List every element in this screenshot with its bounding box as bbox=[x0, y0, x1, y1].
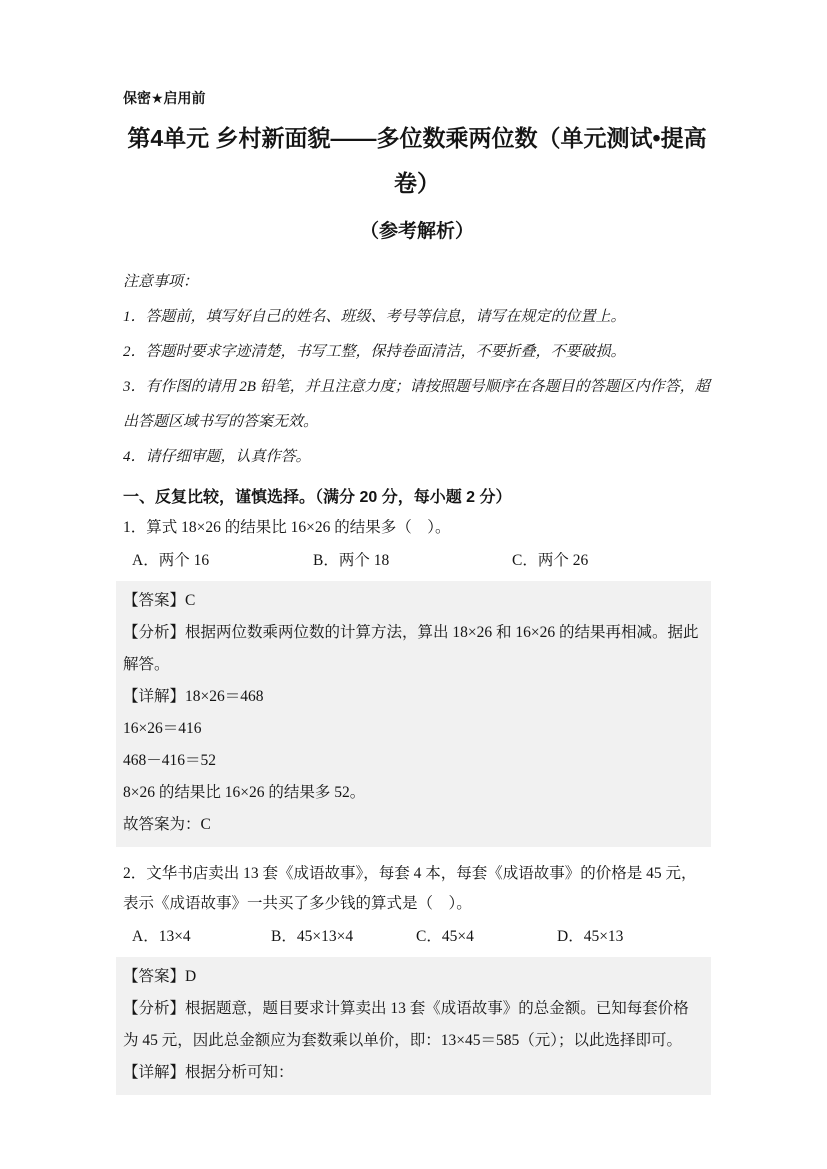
option-b: B．45×13×4 bbox=[271, 928, 354, 945]
doc-subtitle: （参考解析） bbox=[359, 221, 474, 242]
analysis-line: 【分析】根据两位数乘两位数的计算方法，算出 18×26 和 16×26 的结果再相减。据此解答。 bbox=[123, 624, 699, 673]
answer-line: 【答案】C bbox=[123, 592, 196, 609]
analysis-line: 【分析】根据题意，题目要求计算卖出 13 套《成语故事》的总金额。已知每套价格为 45 元，因此总金额应为套数乘以单价，即：13×45＝585（元）；以此选择即可。 bbox=[123, 1000, 689, 1049]
doc-title: 第4单元 乡村新面貌——多位数乘两位数（单元测试•提高卷） bbox=[127, 125, 707, 196]
solution-line: 8×26 的结果比 16×26 的结果多 52。 bbox=[123, 784, 366, 801]
option-c: C．两个 26 bbox=[512, 552, 589, 569]
confidential-label: 保密★启用前 bbox=[123, 90, 206, 106]
note-item: 1．答题前，填写好自己的姓名、班级、考号等信息，请写在规定的位置上。 bbox=[123, 309, 626, 325]
notes-heading: 注意事项： bbox=[123, 274, 199, 290]
question-2-answer-block bbox=[116, 957, 711, 1095]
solution-line: 故答案为：C bbox=[123, 816, 211, 833]
page-content bbox=[123, 88, 711, 1107]
option-c: C．45×4 bbox=[416, 928, 474, 945]
solution-line: 468－416＝52 bbox=[123, 752, 217, 769]
solution-line: 【详解】根据分析可知： bbox=[123, 1064, 294, 1081]
section-heading: 一、反复比较，谨慎选择。（满分 20 分，每小题 2 分） bbox=[123, 489, 512, 506]
option-b: B．两个 18 bbox=[313, 552, 390, 569]
option-a: A．两个 16 bbox=[132, 552, 210, 569]
question-1-stem: 1．算式 18×26 的结果比 16×26 的结果多（ ）。 bbox=[123, 519, 451, 536]
question-1-options bbox=[123, 550, 711, 572]
note-item: 3．有作图的请用 2B 铅笔，并且注意力度；请按照题号顺序在各题目的答题区内作答，超出答题区域书写的答案无效。 bbox=[123, 379, 710, 430]
option-a: A．13×4 bbox=[132, 928, 191, 945]
answer-line: 【答案】D bbox=[123, 968, 197, 985]
note-item: 2．答题时要求字迹清楚，书写工整，保持卷面清洁，不要折叠，不要破损。 bbox=[123, 344, 626, 360]
question-2-options bbox=[123, 926, 711, 948]
question-2-stem: 2．文华书店卖出 13 套《成语故事》，每套 4 本，每套《成语故事》的价格是 45 元，表示《成语故事》一共买了多少钱的算式是（ ）。 bbox=[123, 865, 697, 912]
note-item: 4．请仔细审题，认真作答。 bbox=[123, 449, 311, 465]
solution-line: 【详解】18×26＝468 bbox=[123, 688, 264, 705]
exam-notes bbox=[123, 265, 711, 475]
option-d: D．45×13 bbox=[557, 928, 624, 945]
solution-line: 16×26＝416 bbox=[123, 720, 202, 737]
question-1-answer-block bbox=[116, 581, 711, 847]
